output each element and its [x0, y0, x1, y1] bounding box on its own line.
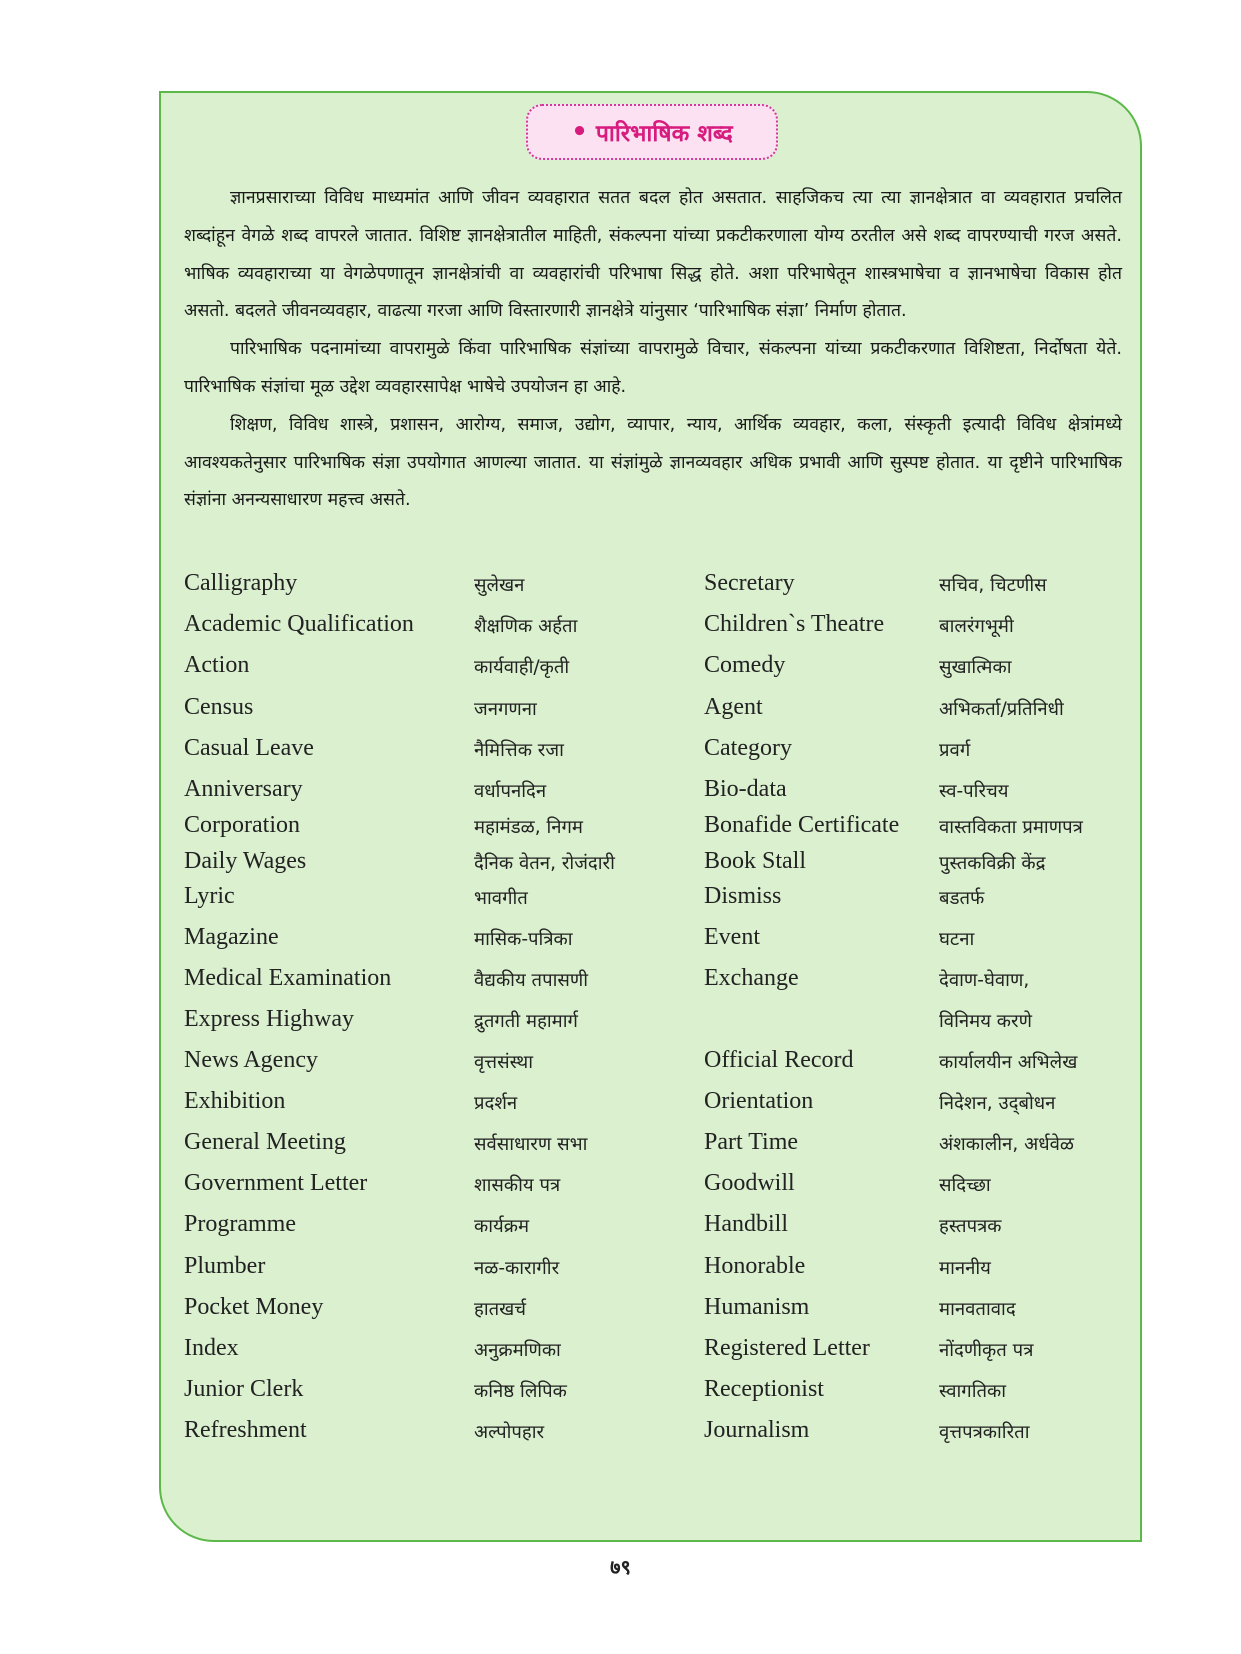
marathi-term: सुलेखन [474, 575, 525, 596]
marathi-term: मानवतावाद [939, 1299, 1016, 1320]
english-term: Action [184, 652, 250, 678]
english-term: Humanism [704, 1294, 810, 1320]
glossary-row [184, 848, 1134, 886]
english-term: Junior Clerk [184, 1376, 304, 1402]
english-term: Programme [184, 1211, 296, 1237]
english-term: Children`s Theatre [704, 611, 885, 637]
english-term: Part Time [704, 1129, 799, 1155]
english-term: Agent [704, 694, 763, 720]
marathi-term: स्वागतिका [939, 1381, 1007, 1402]
glossary-row [184, 924, 1134, 962]
glossary-row [184, 812, 1134, 850]
glossary-row [184, 694, 1134, 732]
english-term: Exhibition [184, 1088, 286, 1114]
marathi-term: बालरंगभूमी [939, 616, 1014, 637]
english-term: Magazine [184, 924, 279, 950]
glossary-row [184, 1170, 1134, 1208]
marathi-term: कार्यालयीन अभिलेख [939, 1052, 1078, 1073]
marathi-term: हातखर्च [474, 1299, 527, 1320]
marathi-term: विनिमय करणे [939, 1011, 1032, 1032]
page-number: ७९ [610, 1555, 631, 1579]
marathi-term: स्व-परिचय [939, 781, 1009, 802]
english-term: Secretary [704, 570, 795, 596]
english-term: Handbill [704, 1211, 788, 1237]
marathi-term: बडतर्फ [939, 888, 985, 909]
english-term: Book Stall [704, 848, 807, 874]
section-heading [526, 104, 778, 160]
marathi-term: भावगीत [474, 888, 528, 909]
english-term: Government Letter [184, 1170, 368, 1196]
glossary-row [184, 1088, 1134, 1126]
section-title: पारिभाषिक शब्द [595, 121, 733, 147]
marathi-term: महामंडळ, निगम [474, 817, 583, 838]
english-term: Anniversary [184, 776, 303, 802]
glossary-row [184, 1376, 1134, 1414]
english-term: Academic Qualification [184, 611, 414, 637]
english-term: Census [184, 694, 254, 720]
english-term: Event [704, 924, 760, 950]
marathi-term: अंशकालीन, अर्धवेळ [939, 1134, 1074, 1155]
bullet-icon: • [571, 117, 588, 147]
marathi-term: सर्वसाधारण सभा [474, 1134, 588, 1155]
english-term: Calligraphy [184, 570, 298, 596]
marathi-term: सुखात्मिका [939, 657, 1012, 678]
glossary-row [184, 1253, 1134, 1291]
glossary-row [184, 1006, 1134, 1044]
english-term: General Meeting [184, 1129, 346, 1155]
marathi-term: वृत्तपत्रकारिता [939, 1422, 1030, 1443]
marathi-term: पुस्तकविक्री केंद्र [939, 853, 1046, 874]
english-term: Corporation [184, 812, 300, 838]
marathi-term: घटना [939, 929, 975, 950]
marathi-term: वर्धापनदिन [474, 781, 547, 802]
english-term: Registered Letter [704, 1335, 870, 1361]
english-term: Official Record [704, 1047, 854, 1073]
english-term: Casual Leave [184, 735, 314, 761]
glossary-row [184, 1047, 1134, 1085]
marathi-term: प्रदर्शन [474, 1093, 518, 1114]
intro-paragraph: पारिभाषिक पदनामांच्या वापरामुळे किंवा पारिभाषिक संज्ञांच्या वापरामुळे विचार, संकल्पना यांच्या प्रकटीकरणात विशिष्टता, निर्दोषता येते. पारिभाषिक संज्ञांचा मूळ उद्देश व्यवहारसापेक्ष भाषेचे उपयोजन हा आहे. [184, 339, 1122, 397]
english-term: Pocket Money [184, 1294, 324, 1320]
glossary-row [184, 1417, 1134, 1455]
glossary-row [184, 611, 1134, 649]
marathi-term: कनिष्ठ लिपिक [474, 1381, 567, 1402]
glossary-row [184, 1294, 1134, 1332]
marathi-term: द्रुतगती महामार्ग [474, 1011, 578, 1032]
english-term: Plumber [184, 1253, 266, 1279]
marathi-term: नळ-कारागीर [474, 1258, 560, 1279]
english-term: Goodwill [704, 1170, 795, 1196]
marathi-term: मासिक-पत्रिका [474, 929, 573, 950]
marathi-term: नैमित्तिक रजा [474, 740, 564, 761]
english-term: Bonafide Certificate [704, 812, 900, 838]
intro-text [184, 180, 1122, 520]
english-term: Lyric [184, 883, 235, 909]
marathi-term: प्रवर्ग [939, 740, 971, 761]
marathi-term: अभिकर्ता/प्रतिनिधी [939, 699, 1064, 720]
english-term: Orientation [704, 1088, 814, 1114]
marathi-term: वैद्यकीय तपासणी [474, 970, 589, 991]
glossary-row [184, 883, 1134, 921]
english-term: Receptionist [704, 1376, 824, 1402]
marathi-term: देवाण-घेवाण, [939, 970, 1030, 991]
marathi-term: दैनिक वेतन, रोजंदारी [474, 853, 615, 874]
marathi-term: अनुक्रमणिका [474, 1340, 561, 1361]
glossary-row [184, 965, 1134, 1003]
glossary-row [184, 652, 1134, 690]
english-term: Category [704, 735, 792, 761]
english-term: Index [184, 1335, 239, 1361]
glossary-row [184, 735, 1134, 773]
glossary-row [184, 776, 1134, 814]
marathi-term: कार्यवाही/कृती [474, 657, 570, 678]
english-term: Medical Examination [184, 965, 392, 991]
english-term: Journalism [704, 1417, 810, 1443]
marathi-term: नोंदणीकृत पत्र [939, 1340, 1034, 1361]
marathi-term: जनगणना [474, 699, 537, 720]
marathi-term: अल्पोपहार [474, 1422, 545, 1443]
intro-paragraph: शिक्षण, विविध शास्त्रे, प्रशासन, आरोग्य, समाज, उद्योग, व्यापार, न्याय, आर्थिक व्यवहार, कला, संस्कृती इत्यादी विविध क्षेत्रांमध्ये आवश्यकतेनुसार पारिभाषिक संज्ञा उपयोगात आणल्या जातात. या संज्ञांमुळे ज्ञानव्यवहार अधिक प्रभावी आणि सुस्पष्ट होतात. या दृष्टीने पारिभाषिक संज्ञांना अनन्यसाधारण महत्त्व असते. [184, 414, 1122, 511]
glossary-row [184, 1335, 1134, 1373]
marathi-term: हस्तपत्रक [939, 1216, 1002, 1237]
glossary-row [184, 1129, 1134, 1167]
intro-paragraph: ज्ञानप्रसाराच्या विविध माध्यमांत आणि जीवन व्यवहारात सतत बदल होत असतात. साहजिकच त्या त्या ज्ञानक्षेत्रात वा व्यवहारात प्रचलित शब्दांहून वेगळे शब्द वापरले जातात. विशिष्ट ज्ञानक्षेत्रातील माहिती, संकल्पना यांच्या प्रकटीकरणाला योग्य ठरतील असे शब्द वापरण्याची गरज असते. भाषिक व्यवहाराच्या या वेगळेपणातून ज्ञानक्षेत्रांची वा व्यवहारांची परिभाषा सिद्ध होते. अशा परिभाषेतून शास्त्रभाषेचा व ज्ञानभाषेचा विकास होत असतो. बदलते जीवनव्यवहार, वाढत्या गरजा आणि विस्तारणारी ज्ञानक्षेत्रे यांनुसार ‘पारिभाषिक संज्ञा’ निर्माण होतात. [184, 188, 1122, 322]
english-term: Daily Wages [184, 848, 307, 874]
english-term: Bio-data [704, 776, 787, 802]
marathi-term: शैक्षणिक अर्हता [474, 616, 578, 637]
marathi-term: कार्यक्रम [474, 1216, 530, 1237]
english-term: Refreshment [184, 1417, 307, 1443]
glossary-row [184, 1211, 1134, 1249]
english-term: Honorable [704, 1253, 806, 1279]
english-term: Exchange [704, 965, 799, 991]
glossary-row [184, 570, 1134, 608]
english-term: News Agency [184, 1047, 318, 1073]
english-term: Comedy [704, 652, 786, 678]
marathi-term: निदेशन, उद्‌बोधन [939, 1093, 1056, 1114]
english-term: Dismiss [704, 883, 782, 909]
marathi-term: सदिच्छा [939, 1175, 991, 1196]
marathi-term: शासकीय पत्र [474, 1175, 561, 1196]
marathi-term: वृत्तसंस्था [474, 1052, 534, 1073]
marathi-term: माननीय [939, 1258, 991, 1279]
english-term: Express Highway [184, 1006, 354, 1032]
marathi-term: सचिव, चिटणीस [939, 575, 1047, 596]
marathi-term: वास्तविकता प्रमाणपत्र [939, 817, 1083, 838]
